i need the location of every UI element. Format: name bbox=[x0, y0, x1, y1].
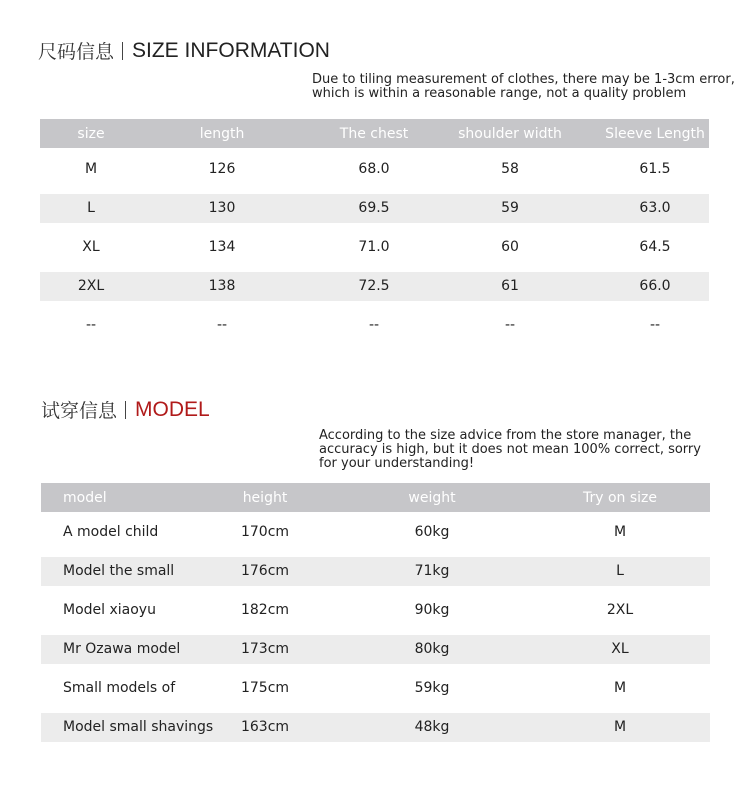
table-cell: M bbox=[613, 680, 627, 696]
table-cell: -- bbox=[368, 317, 380, 333]
table-cell: 138 bbox=[208, 278, 236, 294]
table-cell: 60kg bbox=[414, 524, 450, 540]
model-note: According to the size advice from the store manager, the accuracy is high, but it does not mean 100% correct, sorry for your understanding! bbox=[319, 428, 701, 471]
column-header: Try on size bbox=[582, 490, 658, 506]
table-cell: 126 bbox=[208, 161, 236, 177]
column-header: weight bbox=[408, 490, 456, 506]
table-cell: Model the small bbox=[63, 563, 175, 579]
table-cell: 176cm bbox=[240, 563, 290, 579]
table-cell: Small models of bbox=[63, 680, 176, 696]
table-cell: XL bbox=[82, 239, 100, 255]
table-cell: 163cm bbox=[240, 719, 290, 735]
table-cell: 71.0 bbox=[358, 239, 390, 255]
title-divider bbox=[125, 401, 126, 419]
table-cell: 61.5 bbox=[639, 161, 671, 177]
table-cell: 60 bbox=[501, 239, 519, 255]
table-cell: Mr Ozawa model bbox=[63, 641, 181, 657]
table-cell: 61 bbox=[501, 278, 519, 294]
model-section-title bbox=[41, 396, 210, 423]
table-cell: M bbox=[84, 161, 98, 177]
table-cell: 72.5 bbox=[358, 278, 390, 294]
table-cell: 182cm bbox=[240, 602, 290, 618]
size-section-title bbox=[38, 37, 330, 64]
size-title-cn: 尺码信息 bbox=[38, 41, 115, 63]
table-cell: -- bbox=[649, 317, 661, 333]
table-cell: 2XL bbox=[606, 602, 634, 618]
column-header: Sleeve Length bbox=[605, 126, 705, 142]
table-cell: 71kg bbox=[414, 563, 450, 579]
table-cell: 48kg bbox=[414, 719, 450, 735]
table-cell: 58 bbox=[501, 161, 519, 177]
table-cell: 80kg bbox=[414, 641, 450, 657]
table-cell: -- bbox=[504, 317, 516, 333]
title-divider bbox=[122, 42, 123, 60]
table-cell: 68.0 bbox=[358, 161, 390, 177]
table-cell: -- bbox=[85, 317, 97, 333]
table-cell: 175cm bbox=[240, 680, 290, 696]
column-header: The chest bbox=[339, 126, 409, 142]
table-cell: 130 bbox=[208, 200, 236, 216]
table-cell: 69.5 bbox=[358, 200, 390, 216]
table-cell: 2XL bbox=[77, 278, 105, 294]
table-cell: 170cm bbox=[240, 524, 290, 540]
table-cell: L bbox=[616, 563, 624, 579]
table-cell: 59 bbox=[501, 200, 519, 216]
table-cell: Model xiaoyu bbox=[63, 602, 156, 618]
table-cell: -- bbox=[216, 317, 228, 333]
column-header: height bbox=[242, 490, 288, 506]
model-title-cn: 试穿信息 bbox=[41, 400, 118, 422]
table-cell: M bbox=[613, 719, 627, 735]
table-cell: 134 bbox=[208, 239, 236, 255]
table-cell: 66.0 bbox=[639, 278, 671, 294]
table-cell: M bbox=[613, 524, 627, 540]
table-cell: L bbox=[87, 200, 95, 216]
column-header: size bbox=[77, 126, 105, 142]
table-cell: A model child bbox=[63, 524, 159, 540]
table-cell: XL bbox=[611, 641, 629, 657]
table-cell: 59kg bbox=[414, 680, 450, 696]
table-cell: 64.5 bbox=[639, 239, 671, 255]
column-header: length bbox=[199, 126, 245, 142]
model-title-en: MODEL bbox=[135, 397, 210, 421]
size-note: Due to tiling measurement of clothes, there may be 1-3cm error, which is within a reasonable range, not a quality problem bbox=[312, 72, 735, 101]
table-cell: 63.0 bbox=[639, 200, 671, 216]
size-title-en: SIZE INFORMATION bbox=[132, 38, 330, 62]
table-cell: Model small shavings bbox=[63, 719, 214, 735]
column-header: model bbox=[63, 490, 107, 506]
table-cell: 90kg bbox=[414, 602, 450, 618]
column-header: shoulder width bbox=[458, 126, 562, 142]
table-cell: 173cm bbox=[240, 641, 290, 657]
